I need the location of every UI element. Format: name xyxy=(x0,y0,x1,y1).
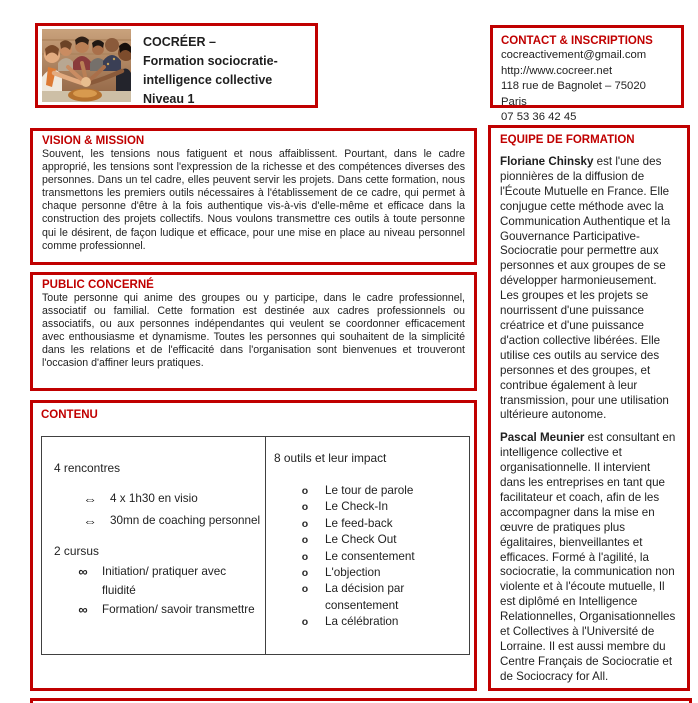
list-item xyxy=(274,483,467,499)
contact-heading: CONTACT & INSCRIPTIONS xyxy=(501,35,653,47)
list-item xyxy=(54,511,263,531)
list-item xyxy=(54,562,263,600)
contenu-table xyxy=(41,436,470,655)
list-item-label: Le Check Out xyxy=(325,533,397,547)
list-item-label: Formation/ savoir transmettre xyxy=(102,603,255,616)
circle-bullet-icon: o xyxy=(301,550,309,563)
circle-bullet-icon: o xyxy=(301,501,309,514)
list-item xyxy=(274,516,467,532)
list-item-label: Le feed-back xyxy=(325,516,393,530)
infinity-bullet-icon: ∞ xyxy=(78,564,88,579)
header-title xyxy=(131,26,282,105)
cursus-title: 2 cursus xyxy=(54,544,99,558)
list-item-label: Initiation/ pratiquer avec fluidité xyxy=(102,565,227,597)
circle-bullet-icon: o xyxy=(301,616,309,629)
member-bio xyxy=(500,431,678,684)
group-photo-illustration xyxy=(42,29,131,102)
contenu-left-cell xyxy=(42,437,266,654)
member-bio-text: est consultant en intelligence collective et organisationnelle. Il intervient dans les entreprises en tant que facilitateur et coach, afin de les accompagner dans la mise en œuvre de pratiques plus égalitaires, bienveillantes et efficaces. Formé à l'agilité, la sociocratie, la communication non violente et à l'écoute mutuelle, Il est diplômé en Intelligence Relationnelles, Organisationnelles et Collectives à l'Université de Lorraine. Il est aussi membre du Centre Français de Sociocratie et de Sociocracy for All. xyxy=(500,431,676,683)
contact-email: cocreactivement@gmail.com xyxy=(501,49,647,61)
equipe-box xyxy=(488,125,690,691)
member-bio-text: est l'une des pionnières de la diffusion de l'Écoute Mutuelle en France. Elle conjugue cette méthode avec la Communication Authentique et la Gouvernance Participative-Sociocratie pour permettre aux personnes et aux groupes de se développer harmonieusement. Les groupes et les projets se nourrissent d'une puissance créatrice et d'une puissance d'action collective libérées. Elle utilise ces outils au service des personnes et des groupes, et contribue également à leur transmission, pour une utilisation ultérieure autonome. xyxy=(500,155,671,422)
list-item xyxy=(54,600,263,619)
member-bio xyxy=(500,155,678,423)
vision-heading: VISION & MISSION xyxy=(42,135,145,147)
contact-address: 118 rue de Bagnolet – 75020 Paris xyxy=(501,80,646,108)
list-item-label: Le tour de parole xyxy=(325,484,414,497)
circle-bullet-icon: o xyxy=(301,485,309,497)
list-item-label: La célébration xyxy=(325,615,399,629)
list-item xyxy=(274,581,467,614)
list-item xyxy=(274,499,467,515)
contenu-right-cell xyxy=(266,437,469,654)
contenu-heading: CONTENU xyxy=(41,409,98,421)
list-item-label: L'objection xyxy=(325,566,381,580)
circle-bullet-icon: o xyxy=(301,534,309,547)
header-box xyxy=(35,23,318,108)
list-item-label: La décision par consentement xyxy=(325,582,405,612)
contenu-box xyxy=(30,400,477,691)
list-item xyxy=(274,549,467,565)
member-name: Pascal Meunier xyxy=(500,431,585,445)
double-arrow-bullet-icon: ⇔ xyxy=(83,491,97,507)
title-line: intelligence collective xyxy=(143,73,273,87)
rencontres-title: 4 rencontres xyxy=(54,461,121,475)
title-line: Niveau 1 xyxy=(143,92,195,106)
member-name: Floriane Chinsky xyxy=(500,155,594,168)
list-item xyxy=(274,565,467,581)
contact-phone: 07 53 36 42 45 xyxy=(501,111,577,124)
next-section-box-cutoff xyxy=(30,698,692,703)
public-body: Toute personne qui anime des groupes ou y participe, dans le cadre professionnel, associatif ou familial. Cette formation est destinée aux cadres professionnels ou associatifs, ou aux personnes indépendantes qui veulent se coordonner efficacement avec enthousiasme et dynamisme. Toutes les personnes qui souhaitent de la simplicité dans les relations et de l'efficacité dans l'organisation sont bienvenues et trouveront l'occasion d'affiner leurs pratiques. xyxy=(42,292,465,370)
list-item-label: Le consentement xyxy=(325,549,415,563)
vision-body: Souvent, les tensions nous fatiguent et nous affaiblissent. Pourtant, dans le cadre approprié, les tensions sont l'expression de la richesse et des compétences diverses des personnes. Dans un tel cadre, elles peuvent servir les projets. Dans cette formation, nous transmettons les premiers outils nécessaires à l'établissement de ce cadre, qui permet à chaque personne d'être à la fois authentique vis-à-vis d'elle-même et efficace dans la construction des projets collectifs. Nous voulons transmettre ces outils à toute personne qui le désirent, de façon ludique et efficace, pour une mise en place au niveau personnel comme professionnel. xyxy=(42,148,465,252)
group-photo xyxy=(42,29,131,102)
double-arrow-bullet-icon: ⇔ xyxy=(83,513,97,529)
list-item-label: Le Check-In xyxy=(325,500,389,514)
public-heading: PUBLIC CONCERNÉ xyxy=(42,279,154,291)
circle-bullet-icon: o xyxy=(301,517,309,530)
list-item xyxy=(274,614,467,630)
outils-title: 8 outils et leur impact xyxy=(274,451,387,465)
infinity-bullet-icon: ∞ xyxy=(78,602,88,617)
list-item-label: 4 x 1h30 en visio xyxy=(110,492,198,505)
vision-box xyxy=(30,128,477,265)
title-line: COCRÉER – xyxy=(143,35,216,49)
contact-box xyxy=(490,25,684,124)
public-box xyxy=(30,272,477,391)
outils-list xyxy=(274,483,467,631)
circle-bullet-icon: o xyxy=(301,567,309,580)
equipe-heading: EQUIPE DE FORMATION xyxy=(500,134,635,146)
list-item-label: 30mn de coaching personnel xyxy=(110,514,261,527)
circle-bullet-icon: o xyxy=(301,583,309,596)
rencontres-list xyxy=(54,489,263,531)
list-item xyxy=(54,489,263,509)
title-line: Formation sociocratie- xyxy=(143,54,278,68)
list-item xyxy=(274,532,467,548)
cursus-list xyxy=(54,562,263,619)
contact-website: http://www.cocreer.net xyxy=(501,64,613,77)
